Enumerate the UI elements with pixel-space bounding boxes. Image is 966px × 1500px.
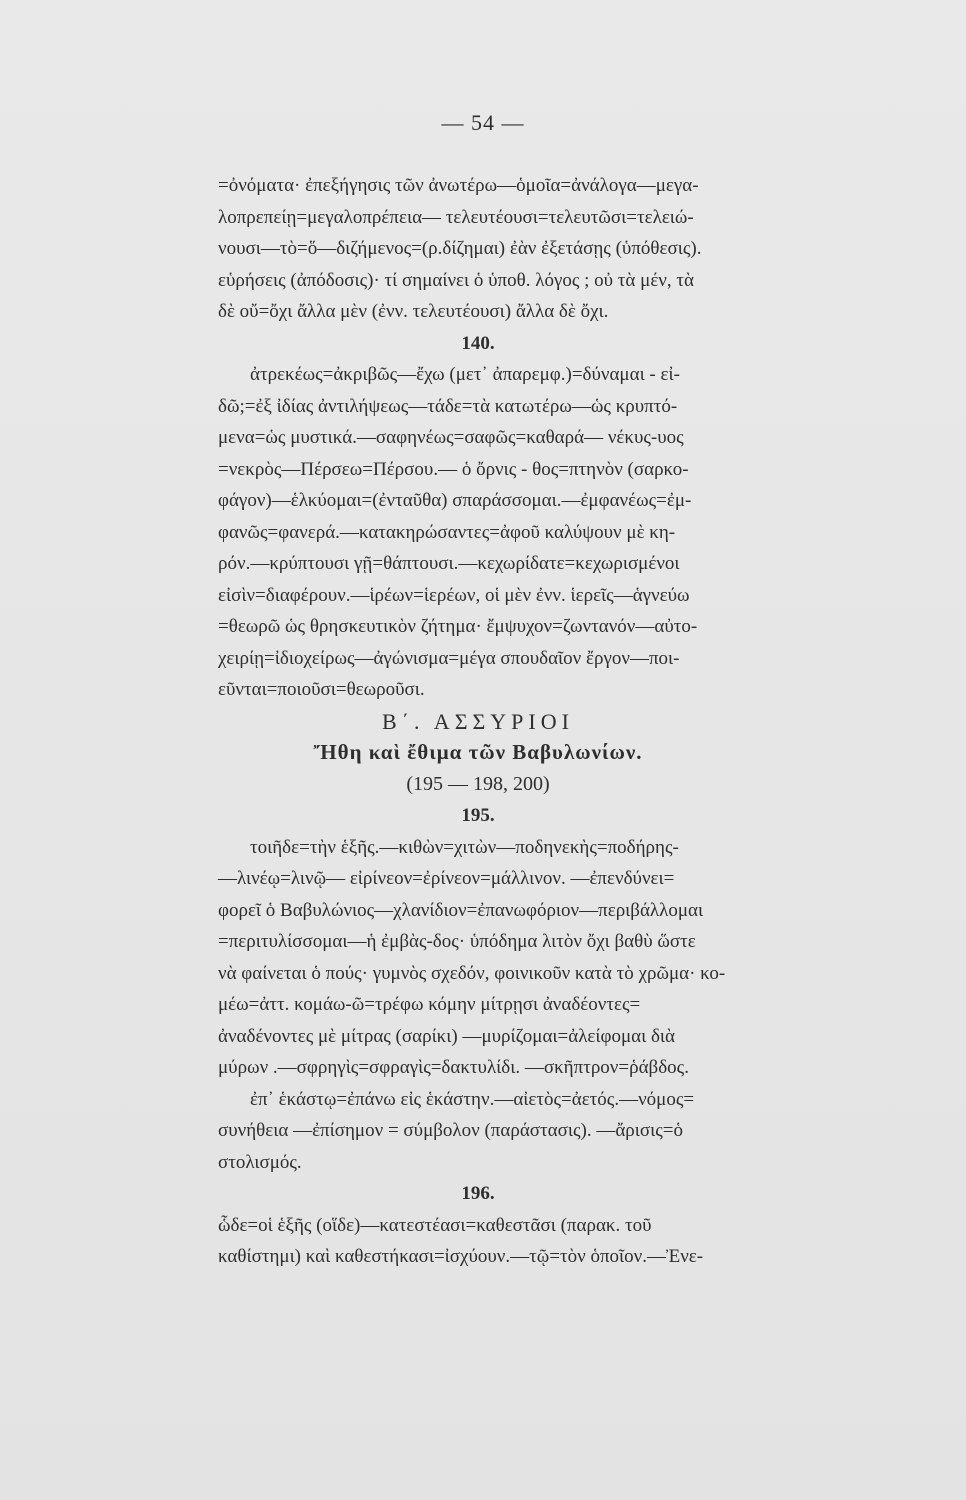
text-line: φορεῖ ὁ Βαβυλώνιος—χλανίδιον=ἐπανωφόριον—περιβάλλομαι [218,899,704,921]
text-line: στολισμός. [218,1151,302,1173]
text-line: συνήθεια —ἐπίσημον = σύμβολον (παράστασις). —ἄρισις=ὁ [218,1120,683,1141]
text-line: εὑρήσεις (ἀπόδοσις)· τί σημαίνει ὁ ὑποθ. λόγος ; οὐ τὰ μέν, τὰ [218,269,694,291]
paragraph-continuation [218,170,738,328]
text-line: μέω=ἀττ. κομάω-ῶ=τρέφω κόμην μίτρῃσι ἀναδέοντες= [218,994,641,1015]
page-number: — 54 — [441,110,525,135]
text-line: δῶ;=ἐξ ἰδίας ἀντιλήψεως—τάδε=τὰ κατωτέρω—ὡς κρυπτό- [218,395,678,417]
text-line: —λινέῳ=λινῷ— εἰρίνεον=ἐρίνεον=μάλλινον. —ἐπενδύνει= [218,868,675,889]
chapter-range: (195 — 198, 200) [406,772,550,795]
text-line: μενα=ὡς μυστικά.—σαφηνέως=σαφῶς=καθαρά— νέκυς-υος [218,427,684,448]
text-line: ὧδε=οἱ ἑξῆς (οἵδε)—κατεστέασι=καθεστᾶσι (παρακ. τοῦ [218,1214,652,1236]
text-line: καθίστημι) καὶ καθεστήκασι=ἰσχύουν.—τῷ=τὸν ὁποῖον.—Ἐνε- [218,1246,704,1267]
text-line: εἰσὶν=διαφέρουν.—ἱρέων=ἱερέων, οἱ μὲν ἐνν. ἱερεῖς—ἁγνεύω [218,584,690,606]
text-line: =νεκρὸς—Πέρσεω=Πέρσου.— ὁ ὄρνις - θος=πτηνὸν (σαρκο- [218,458,689,480]
page-text [218,170,738,1273]
paragraph-196 [218,1210,738,1273]
paragraph-195 [218,832,738,1179]
text-line: ρόν.—κρύπτουσι γῇ=θάπτουσι.—κεχωρίδατε=κεχωρισμένοι [218,553,680,574]
section-number-196: 196. [461,1183,495,1204]
section-number-140: 140. [461,332,495,354]
chapter-subheading: Ἤθη καὶ ἔθιμα τῶν Βαβυλωνίων. [313,740,643,764]
text-line: φάγον)—ἑλκύομαι=(ἐνταῦθα) σπαράσσομαι.—ἐμφανέως=ἐμ- [218,490,692,511]
text-line: ἐπ᾽ ἑκάστῳ=ἐπάνω εἰς ἑκάστην.—αἰετὸς=ἀετός.—νόμος= [250,1088,695,1110]
text-line: λοπρεπείῃ=μεγαλοπρέπεια— τελευτέουσι=τελευτῶσι=τελειώ- [218,206,694,228]
text-line: =ὀνόματα· ἐπεξήγησις τῶν ἀνωτέρω—ὁμοῖα=ἀνάλογα—μεγα- [218,175,699,196]
text-line: εῦνται=ποιοῦσι=θεωροῦσι. [218,679,425,700]
text-line: χειρίῃ=ἰδιοχείρως—ἀγώνισμα=μέγα σπουδαῖον ἔργον—ποι- [218,647,680,669]
text-line: μύρων .—σφρηγὶς=σφραγὶς=δακτυλίδι. —σκῆπτρον=ῥάβδος. [218,1057,689,1078]
text-line: δὲ οὔ=ὄχι ἄλλα μὲν (ἐνν. τελευτέουσι) ἄλλα δὲ ὄχι. [218,301,609,322]
text-line: ἀναδένοντες μὲ μίτρας (σαρίκι) —μυρίζομαι=ἀλείφομαι διὰ [218,1025,676,1047]
text-line: τοιῆδε=τὴν ἑξῆς.—κιθὼν=χιτὼν—ποδηνεκὴς=ποδήρης- [250,836,679,858]
paragraph-140 [218,359,738,706]
text-line: νὰ φαίνεται ὁ πούς· γυμνὸς σχεδόν, φοινικοῦν κατὰ τὸ χρῶμα· κο- [218,962,726,984]
chapter-heading: Β΄. ΑΣΣΥΡΙΟΙ [382,708,574,734]
text-line: φανῶς=φανερά.—κατακηρώσαντες=ἀφοῦ καλύψουν μὲ κη- [218,521,676,543]
section-number-195: 195. [461,805,495,826]
text-line: ἀτρεκέως=ἀκριβῶς—ἔχω (μετ᾽ ἀπαρεμφ.)=δύναμαι - εἰ- [250,364,680,385]
text-line: νουσι—τὸ=ὅ—διζήμενος=(ρ.δίζημαι) ἐὰν ἐξετάσῃς (ὑπόθεσις). [218,238,702,259]
text-line: =περιτυλίσσομαι—ἡ ἐμβὰς-δος· ὑπόδημα λιτὸν ὄχι βαθὺ ὥστε [218,931,696,952]
text-line: =θεωρῶ ὡς θρησκευτικὸν ζήτημα· ἔμψυχον=ζωντανόν—αὐτο- [218,616,698,637]
